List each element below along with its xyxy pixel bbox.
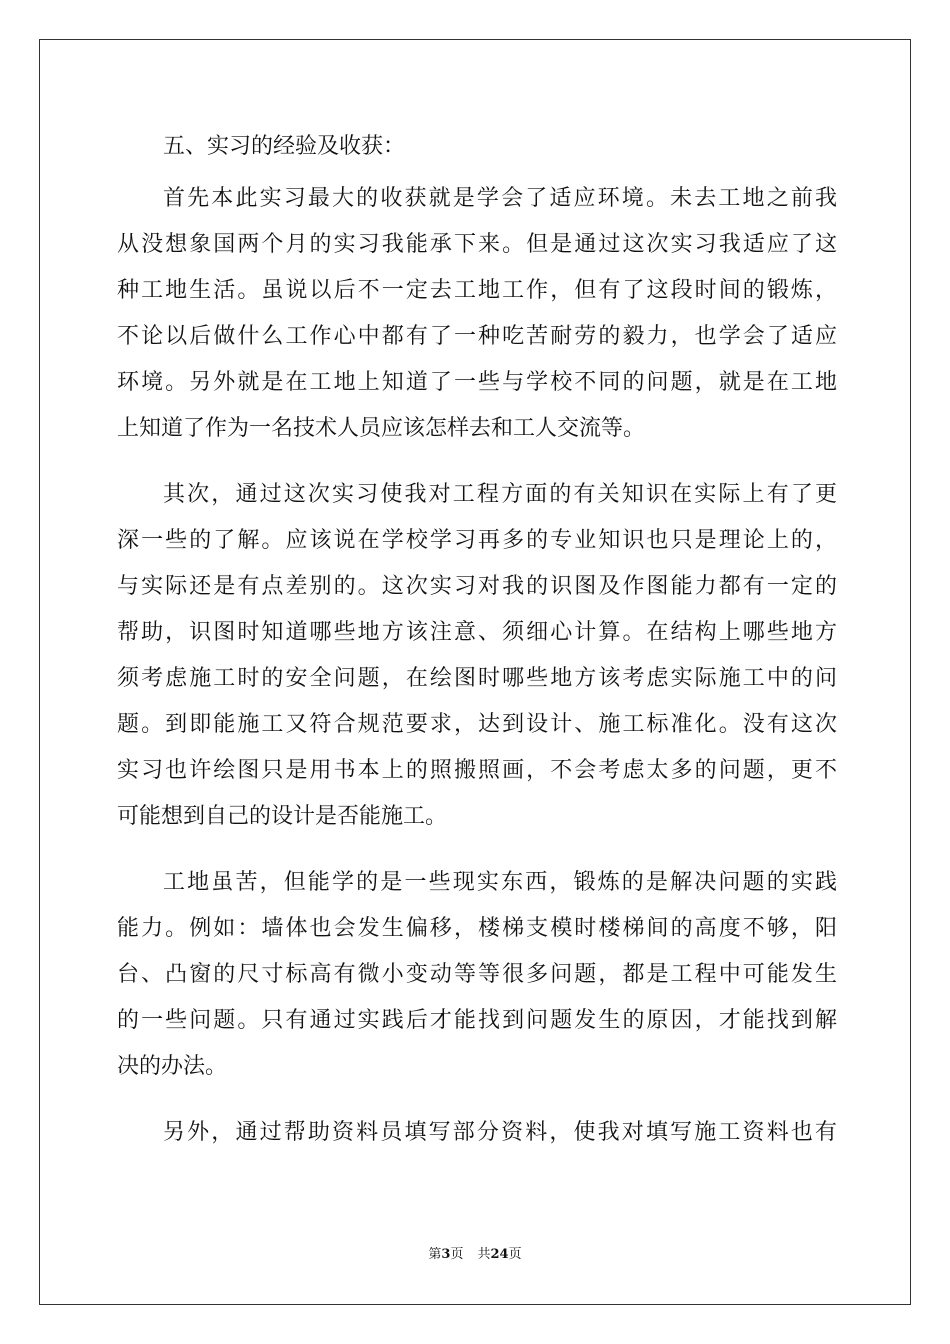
- paragraph-line: 能力。例如：墙体也会发生偏移，楼梯支模时楼梯间的高度不够，阳: [117, 916, 837, 941]
- page-prefix: 第: [428, 1247, 442, 1262]
- paragraph-line: 的一些问题。只有通过实践后才能找到问题发生的原因，才能找到解: [117, 1008, 837, 1033]
- paragraph-line: 不论以后做什么工作心中都有了一种吃苦耐劳的毅力，也学会了适应: [117, 324, 837, 349]
- paragraph-line: 另外，通过帮助资料员填写部分资料，使我对填写施工资料也有: [163, 1120, 837, 1145]
- paragraph-line: 环境。另外就是在工地上知道了一些与学校不同的问题，就是在工地: [117, 370, 837, 395]
- page-suffix: 页: [450, 1247, 464, 1262]
- paragraph-line: 实习也许绘图只是用书本上的照搬照画，不会考虑太多的问题，更不: [117, 758, 837, 783]
- paragraph-line: 深一些的了解。应该说在学校学习再多的专业知识也只是理论上的，: [117, 528, 837, 553]
- paragraph-line: 须考虑施工时的安全问题，在绘图时哪些地方该考虑实际施工中的问: [117, 666, 837, 691]
- paragraph-line: 种工地生活。虽说以后不一定去工地工作，但有了这段时间的锻炼，: [117, 278, 837, 303]
- paragraph-line: 帮助，识图时知道哪些地方该注意、须细心计算。在结构上哪些地方: [117, 620, 837, 645]
- paragraph-line: 决的办法。: [117, 1054, 228, 1079]
- section-heading: 五、实习的经验及收获：: [163, 134, 406, 159]
- paragraph-line: 与实际还是有点差别的。这次实习对我的识图及作图能力都有一定的: [117, 574, 837, 599]
- page-footer: [0, 1246, 950, 1264]
- paragraph-line: 台、凸窗的尺寸标高有微小变动等等很多问题，都是工程中可能发生: [117, 962, 837, 987]
- paragraph-line: 其次，通过这次实习使我对工程方面的有关知识在实际上有了更: [163, 482, 837, 507]
- paragraph-line: 可能想到自己的设计是否能施工。: [117, 804, 448, 829]
- total-suffix: 页: [508, 1247, 522, 1262]
- paragraph-line: 上知道了作为一名技术人员应该怎样去和工人交流等。: [117, 416, 646, 441]
- paragraph-line: 首先本此实习最大的收获就是学会了适应环境。未去工地之前我: [163, 186, 837, 211]
- paragraph-line: 题。到即能施工又符合规范要求，达到设计、施工标准化。没有这次: [117, 712, 837, 737]
- total-pages: 24: [490, 1247, 509, 1262]
- total-prefix: 共: [477, 1247, 491, 1262]
- paragraph-line: 从没想象国两个月的实习我能承下来。但是通过这次实习我适应了这: [117, 232, 837, 257]
- page-number: 3: [441, 1247, 451, 1262]
- paragraph-line: 工地虽苦，但能学的是一些现实东西，锻炼的是解决问题的实践: [163, 870, 837, 895]
